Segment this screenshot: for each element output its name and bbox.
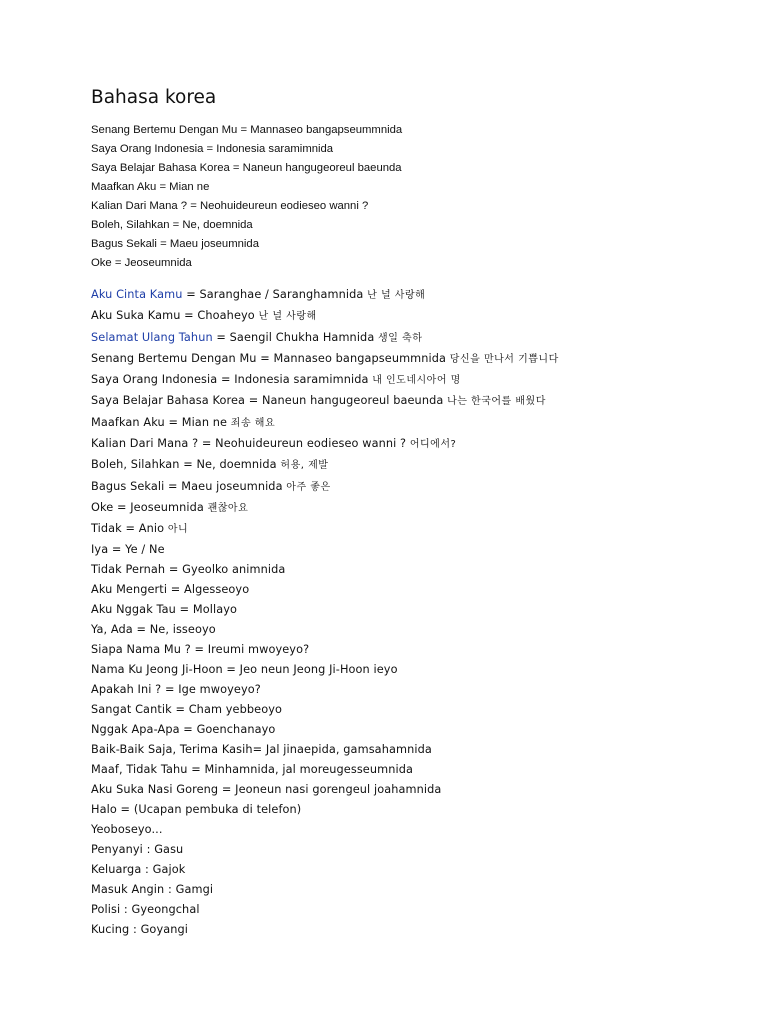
phrase-korean: 허용, 제발 <box>280 460 329 472</box>
document-page <box>91 86 748 936</box>
phrase-korean: 내 인도네시아어 명 <box>372 375 461 387</box>
phrase-line: Masuk Angin : Gamgi <box>91 882 214 896</box>
phrase-line: Oke = Jeoseumnida <box>91 257 192 269</box>
phrase-text: = Saengil Chukha Hamnida <box>212 330 379 344</box>
phrase-line <box>91 390 559 411</box>
phrase-line: Kalian Dari Mana ? = Neohuideureun eodieseo wanni ? <box>91 200 369 212</box>
phrase-line: Halo = (Ucapan pembuka di telefon) <box>91 802 302 816</box>
phrase-text: Bagus Sekali = Maeu joseumnida <box>91 479 287 493</box>
phrase-korean: 괜찮아요 <box>207 502 249 514</box>
phrase-line: Sangat Cantik = Cham yebbeoyo <box>91 702 282 716</box>
phrase-line: Bagus Sekali = Maeu joseumnida <box>91 238 259 250</box>
phrase-korean: 나는 한국어를 배웠다 <box>447 396 546 408</box>
phrase-line: Saya Orang Indonesia = Indonesia saramimnida <box>91 143 334 155</box>
phrase-line: Polisi : Gyeongchal <box>91 902 200 916</box>
phrase-text: Boleh, Silahkan = Ne, doemnida <box>91 458 281 472</box>
phrase-line <box>91 305 559 326</box>
phrase-korean: 죄송 해요 <box>230 417 276 429</box>
phrase-list-main <box>91 284 559 940</box>
phrase-korean: 당신을 만나서 기쁩니다 <box>449 353 559 365</box>
phrase-line: Iya = Ye / Ne <box>91 542 165 556</box>
phrase-line: Baik-Baik Saja, Terima Kasih= Jal jinaepida, gamsahamnida <box>91 742 432 756</box>
phrase-line: Maafkan Aku = Mian ne <box>91 181 210 193</box>
phrase-text: Saya Belajar Bahasa Korea = Naneun hangugeoreul baeunda <box>91 394 448 408</box>
phrase-korean: 아니 <box>167 524 189 536</box>
phrase-line: Ya, Ada = Ne, isseoyo <box>91 622 216 636</box>
phrase-line: Kucing : Goyangi <box>91 922 189 936</box>
phrase-text: Senang Bertemu Dengan Mu = Mannaseo bangapseummnida <box>91 351 450 365</box>
phrase-text: Saya Orang Indonesia = Indonesia saramimnida <box>91 373 373 387</box>
phrase-list-small <box>91 121 748 273</box>
phrase-korean: 난 널 사랑해 <box>258 311 317 323</box>
phrase-line: Keluarga : Gajok <box>91 862 186 876</box>
phrase-line: Penyanyi : Gasu <box>91 842 184 856</box>
phrase-line: Siapa Nama Mu ? = Ireumi mwoyeyo? <box>91 642 310 656</box>
phrase-line <box>91 327 559 348</box>
phrase-korean: 아주 좋은 <box>286 481 331 493</box>
phrase-line: Aku Suka Nasi Goreng = Jeoneun nasi gorengeul joahamnida <box>91 782 442 796</box>
phrase-text: Aku Suka Kamu = Choaheyo <box>91 309 259 323</box>
phrase-line: Tidak Pernah = Gyeolko animnida <box>91 562 286 576</box>
phrase-line: Nggak Apa-Apa = Goenchanayo <box>91 722 276 736</box>
phrase-line: Aku Nggak Tau = Mollayo <box>91 602 238 616</box>
phrase-line: Maaf, Tidak Tahu = Minhamnida, jal moreugesseumnida <box>91 762 414 776</box>
phrase-line <box>91 476 559 497</box>
phrase-line: Yeoboseyo... <box>91 822 163 836</box>
phrase-line <box>91 369 559 390</box>
phrase-korean: 어디에서? <box>409 439 457 451</box>
phrase-text: Tidak = Anio <box>91 522 168 536</box>
phrase-korean: 난 널 사랑해 <box>367 290 426 301</box>
phrase-line <box>91 284 559 305</box>
phrase-line <box>91 454 559 475</box>
phrase-highlight: Selamat Ulang Tahun <box>91 330 213 344</box>
phrase-korean: 생일 축하 <box>378 332 423 344</box>
phrase-line: Nama Ku Jeong Ji-Hoon = Jeo neun Jeong Ji-Hoon ieyo <box>91 662 398 676</box>
phrase-line: Saya Belajar Bahasa Korea = Naneun hangugeoreul baeunda <box>91 162 402 174</box>
phrase-line: Apakah Ini ? = Ige mwoyeyo? <box>91 682 261 696</box>
phrase-line <box>91 518 559 539</box>
phrase-line: Boleh, Silahkan = Ne, doemnida <box>91 219 253 231</box>
phrase-text: Kalian Dari Mana ? = Neohuideureun eodieseo wanni ? <box>91 437 410 451</box>
page-title: Bahasa korea <box>91 87 217 108</box>
phrase-line <box>91 348 559 369</box>
phrase-line <box>91 412 559 433</box>
phrase-text: Oke = Jeoseumnida <box>91 500 208 514</box>
phrase-line: Aku Mengerti = Algesseoyo <box>91 582 250 596</box>
phrase-text: = Saranghae / Saranghamnida <box>182 288 368 301</box>
phrase-text: Maafkan Aku = Mian ne <box>91 415 231 429</box>
phrase-line: Senang Bertemu Dengan Mu = Mannaseo bangapseummnida <box>91 124 403 136</box>
phrase-line <box>91 433 559 454</box>
phrase-line <box>91 497 559 518</box>
phrase-highlight: Aku Cinta Kamu <box>91 288 183 301</box>
